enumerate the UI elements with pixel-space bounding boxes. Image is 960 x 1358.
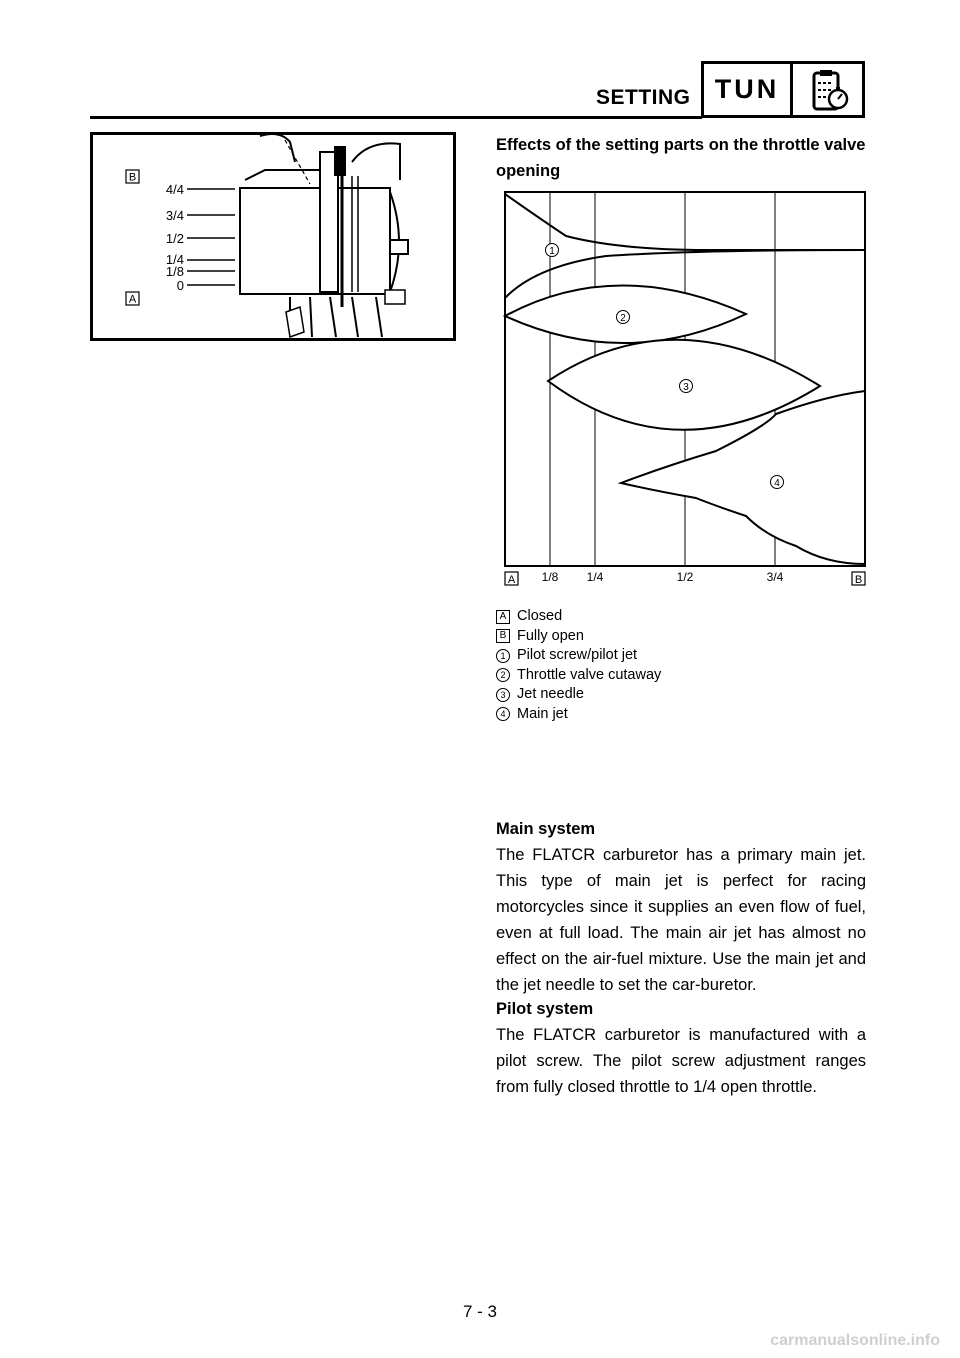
opening-label: 0 xyxy=(176,278,184,293)
opening-label: 1/2 xyxy=(165,231,184,246)
x-tick-label: 1/2 xyxy=(676,570,694,584)
section-title: SETTING xyxy=(596,86,691,109)
legend-item xyxy=(496,685,866,705)
series-label-1: 1 xyxy=(549,246,555,257)
series-label-3: 3 xyxy=(683,382,689,393)
marker-closed: A xyxy=(128,293,137,306)
series-label-2: 2 xyxy=(620,313,626,324)
series-label-4: 4 xyxy=(774,478,780,489)
legend-circle-marker: 2 xyxy=(496,668,510,682)
legend-circle-marker: 4 xyxy=(496,707,510,721)
legend-label: Throttle valve cutaway xyxy=(517,666,662,683)
throttle-chart-svg xyxy=(496,186,870,590)
pilot-system-body: The FLATCR carburetor is manufactured with a pilot screw. The pilot screw adjustment ranges from fully closed throttle to 1/4 open throttle. xyxy=(496,1026,866,1096)
section-tab xyxy=(701,61,865,118)
carburetor-illustration xyxy=(90,132,456,341)
main-system-heading: Main system xyxy=(496,820,596,838)
main-system-body: The FLATCR carburetor has a primary main jet. This type of main jet is perfect for racing motorcycles since it supplies an even flow of fuel, even at full load. The main air jet has almost no effect on the air-fuel mixture. Use the main jet and the jet needle to set the car-buretor. xyxy=(496,846,866,994)
watermark: carmanualsonline.info xyxy=(770,1332,940,1349)
legend xyxy=(496,607,866,724)
legend-square-marker: B xyxy=(496,629,510,643)
legend-circle-marker: 3 xyxy=(496,688,510,702)
legend-item xyxy=(496,646,866,666)
x-end-marker: B xyxy=(854,574,863,586)
legend-label: Pilot screw/pilot jet xyxy=(517,647,638,663)
opening-label: 1/4 xyxy=(165,252,184,267)
clipboard-stopwatch-icon xyxy=(798,68,862,114)
page-number: 7 - 3 xyxy=(462,1302,498,1321)
legend-label: Jet needle xyxy=(517,686,584,702)
section-tab-divider xyxy=(790,64,793,115)
legend-item xyxy=(496,666,866,686)
x-start-marker: A xyxy=(507,574,516,586)
x-tick-label: 1/8 xyxy=(541,570,559,584)
opening-label: 3/4 xyxy=(165,208,184,223)
effects-heading: Effects of the setting parts on the throttle valve opening xyxy=(496,136,866,180)
legend-circle-marker: 1 xyxy=(496,649,510,663)
legend-label: Closed xyxy=(517,608,563,624)
throttle-effects-chart xyxy=(496,186,870,590)
legend-item xyxy=(496,705,866,725)
legend-square-marker: A xyxy=(496,610,510,624)
header-rule xyxy=(90,116,702,119)
legend-label: Fully open xyxy=(517,627,584,644)
pilot-system-heading: Pilot system xyxy=(496,1000,594,1018)
legend-label: Main jet xyxy=(517,705,568,722)
legend-item xyxy=(496,607,866,627)
opening-label: 1/8 xyxy=(165,264,184,279)
marker-open: B xyxy=(128,171,137,184)
x-tick-label: 1/4 xyxy=(586,570,604,584)
legend-item xyxy=(496,627,866,647)
carburetor-figure xyxy=(90,132,456,341)
x-tick-label: 3/4 xyxy=(766,570,784,584)
section-code: TUN xyxy=(714,74,780,104)
opening-label: 4/4 xyxy=(165,182,184,197)
